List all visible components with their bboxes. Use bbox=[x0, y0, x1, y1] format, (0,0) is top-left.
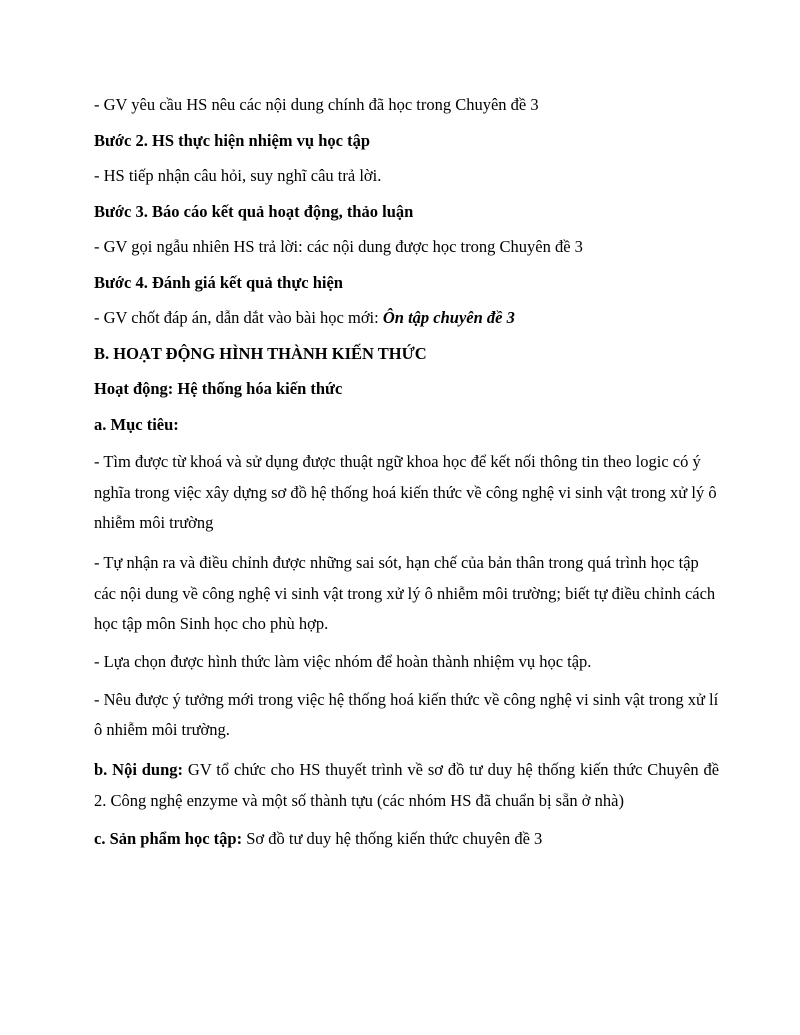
paragraph-request: - GV yêu cầu HS nêu các nội dung chính đã học trong Chuyên đề 3 bbox=[94, 95, 539, 114]
content-label: b. Nội dung: bbox=[94, 760, 184, 779]
objectives-heading: a. Mục tiêu: bbox=[94, 414, 179, 434]
step-3-heading: Bước 3. Báo cáo kết quả hoạt động, thảo luận bbox=[94, 201, 414, 221]
objective-4: - Nêu được ý tưởng mới trong việc hệ thống hoá kiến thức về công nghệ vi sinh vật trong xử lí ô nhiễm môi trường. bbox=[94, 689, 719, 739]
conclude-text: - GV chốt đáp án, dẫn dắt vào bài học mới: bbox=[94, 308, 383, 327]
product-text: Sơ đồ tư duy hệ thống kiến thức chuyên đề 3 bbox=[242, 828, 543, 848]
objective-2: - Tự nhận ra và điều chỉnh được những sai sót, hạn chế của bản thân trong quá trình học tập các nội dung về công nghệ vi sinh vật trong xử lý ô nhiễm môi trường; biết tự điều chỉnh cách học tập môn Sinh học cho phù hợp. bbox=[94, 553, 716, 633]
paragraph-report: - GV gọi ngẫu nhiên HS trả lời: các nội dung được học trong Chuyên đề 3 bbox=[94, 237, 583, 256]
activity-heading: Hoạt động: Hệ thống hóa kiến thức bbox=[94, 379, 343, 398]
step-2-heading: Bước 2. HS thực hiện nhiệm vụ học tập bbox=[94, 130, 371, 150]
document-page bbox=[94, 92, 719, 861]
objective-3: - Lựa chọn được hình thức làm việc nhóm để hoàn thành nhiệm vụ học tập. bbox=[94, 652, 592, 671]
section-b-heading: B. HOẠT ĐỘNG HÌNH THÀNH KIẾN THỨC bbox=[94, 343, 427, 363]
content-text: GV tổ chức cho HS thuyết trình về sơ đồ tư duy hệ thống kiến thức Chuyên đề 2. Công nghệ enzyme và một số thành tựu (các nhóm HS đã chuẩn bị sẵn ở nhà) bbox=[94, 760, 720, 810]
new-lesson-title: Ôn tập chuyên đề 3 bbox=[382, 308, 515, 327]
step-4-heading: Bước 4. Đánh giá kết quả thực hiện bbox=[94, 272, 343, 292]
paragraph-conclude bbox=[94, 305, 719, 331]
paragraph-receive: - HS tiếp nhận câu hỏi, suy nghĩ câu trả lời. bbox=[94, 166, 382, 185]
objective-1: - Tìm được từ khoá và sử dụng được thuật ngữ khoa học để kết nối thông tin theo logic có ý nghĩa trong việc xây dựng sơ đồ hệ thống hoá kiến thức về công nghệ vi sinh vật trong xử lý ô nhiễm môi trường bbox=[94, 452, 717, 532]
content-paragraph bbox=[94, 755, 719, 816]
product-paragraph bbox=[94, 826, 719, 852]
product-label: c. Sản phẩm học tập: bbox=[94, 828, 243, 848]
